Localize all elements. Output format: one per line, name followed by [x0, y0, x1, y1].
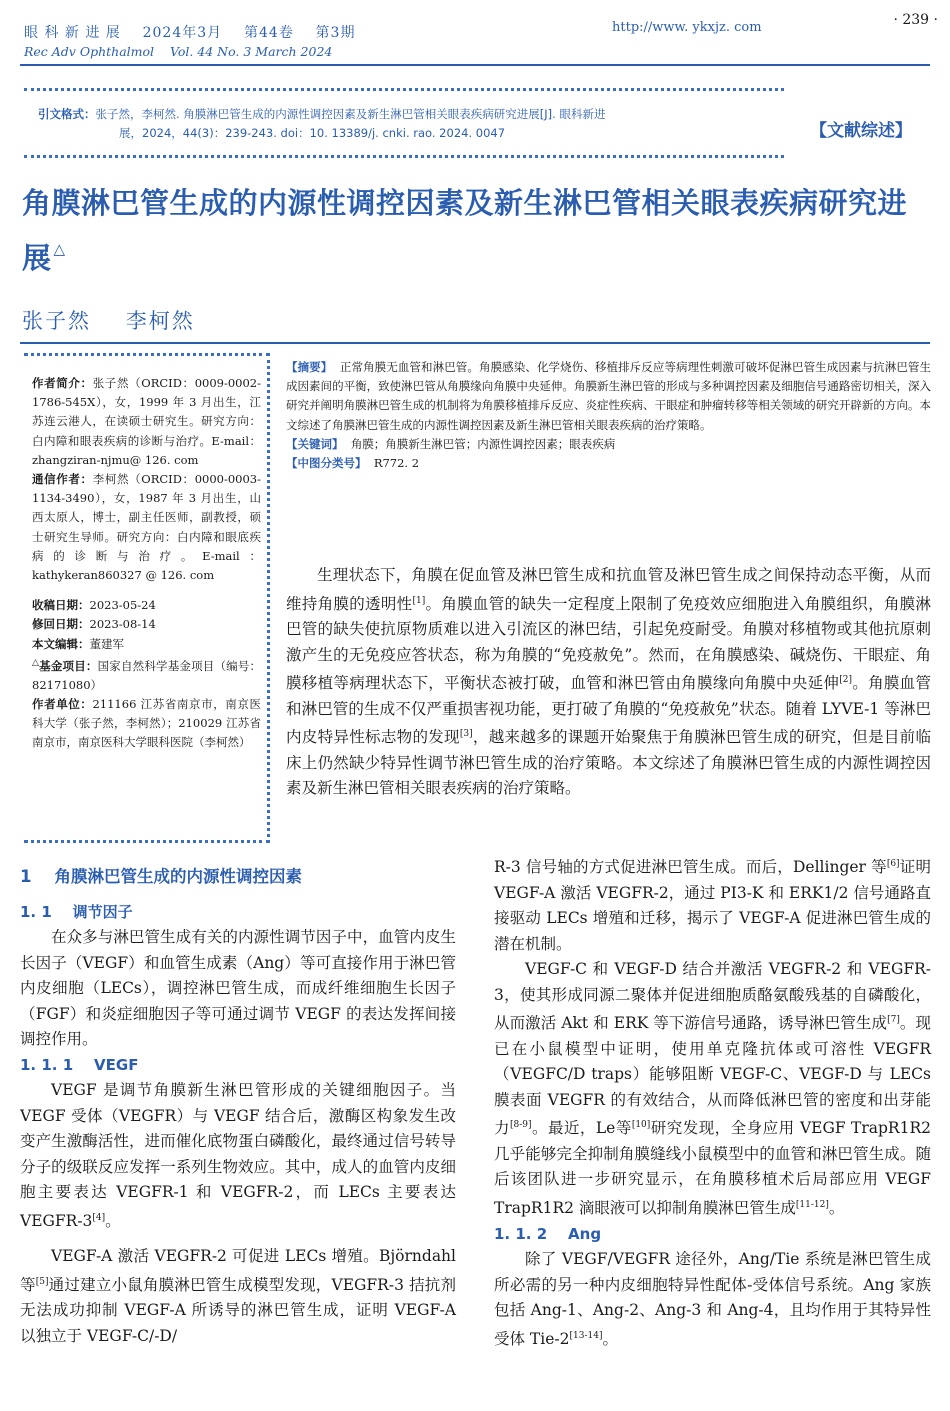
clc-number	[286, 454, 931, 473]
authors-divider	[20, 342, 930, 344]
paragraph	[494, 957, 931, 1221]
abstract	[286, 358, 931, 435]
paragraph-text: 证明 VEGF-A 激活 VEGFR-2，通过 PI3-K 和 ERK1/2 信号通路直接驱动 LECs 增殖和迁移，揭示了 VEGF-A 促进淋巴管生成的潜在机制。	[494, 858, 931, 953]
ref-10[interactable]: [10]	[631, 1120, 651, 1131]
received-value: 2023-05-24	[89, 598, 156, 613]
intro-text-4: ，越来越多的课题开始聚焦于角膜淋巴管生成的研究，但是目前临床上仍然缺少特异性调节淋巴管生成的治疗策略。本文综述了角膜淋巴管生成的内源性调控因素及新生淋巴管相关眼表疾病的治疗策略。	[286, 728, 931, 798]
keywords-text: 角膜；角膜新生淋巴管；内源性调控因素；眼表疾病	[350, 436, 616, 451]
ref-11-12[interactable]: [11-12]	[795, 1199, 829, 1210]
journal-name-cn: 眼 科 新 进 展 2024年3月 第44卷 第3期	[24, 25, 356, 41]
header-divider	[20, 64, 930, 66]
paragraph-text: 。现已在小鼠模型中证明，使用单克隆抗体或可溶性 VEGFR（VEGFC/D traps）能够阻断 VEGF-C、VEGF-D 与 LECs 膜表面 VEGFR 的有效结合，从而降低淋巴管的密度和出芽能力	[494, 1014, 931, 1138]
clc-label: 【中图分类号】	[286, 456, 367, 471]
ref-6[interactable]: [6]	[886, 859, 900, 869]
editor	[32, 635, 261, 654]
paragraph-text: 除了 VEGF/VEGFR 途径外，Ang/Tie 系统是淋巴管生成所必需的另一种内皮细胞特异性配体-受体信号系统。Ang 家族包括 Ang-1、Ang-2、Ang-3 和 Ang-4，且均作用于其特异性受体 Tie-2	[494, 1250, 931, 1348]
intro-text-1: 生理状态下，角膜在促血管及淋巴管生成和抗血管及淋巴管生成之间保持动态平衡，从而维持角膜的透明性	[286, 566, 931, 613]
fund-value: 国家自然科学基金项目（编号：82171080）	[32, 658, 262, 692]
journal-url[interactable]: http://www. ykxjz. com	[612, 20, 762, 35]
affil-label: 作者单位：	[32, 697, 93, 712]
intro-paragraph	[286, 563, 931, 802]
author-info-sidebar	[24, 353, 270, 843]
paragraph-text: R-3 信号轴的方式促进淋巴管生成。而后，Dellinger 等	[494, 858, 887, 877]
abstract-label: 【摘要】	[286, 360, 333, 374]
received-label: 收稿日期：	[32, 598, 90, 613]
fund-mark: △	[32, 657, 40, 668]
ref-3[interactable]: [3]	[459, 729, 473, 740]
article-type-tag: 【文献综述】	[810, 121, 912, 141]
right-column	[494, 852, 931, 1352]
corr-label: 通信作者：	[32, 472, 93, 487]
section-heading-1-1: 1. 1 调节因子	[20, 902, 133, 921]
paragraph-text: 。	[828, 1199, 845, 1218]
affil-value: 211166 江苏省南京市，南京医科大学（张子然，李柯然）；210029 江苏省南京市，南京医科大学眼科医院（李柯然）	[32, 697, 261, 750]
page-number: · 239 ·	[893, 12, 938, 28]
ref-1[interactable]: [1]	[412, 595, 426, 606]
paragraph	[20, 1078, 456, 1234]
corr-text: 李柯然（ORCID：0000-0003-1134-3490），女，1987 年 3 月出生，山西太原人，博士，副主任医师，副教授，硕士研究生导师。研究方向：白内障和眼底疾病的诊断与治疗。E-mail：kathykeran860327 @ 126. com	[32, 472, 261, 583]
keywords-label: 【关键词】	[286, 436, 344, 451]
paragraph-text: 研究发现，全身应用 VEGF TrapR1R2 几乎能够完全抑制角膜缝线小鼠模型中的血管和淋巴管生成。随后该团队进一步研究显示，在角膜移植术后局部应用 VEGF TrapR1R2 滴眼液可以抑制角膜淋巴管生成	[494, 1119, 931, 1218]
ref-2[interactable]: [2]	[839, 675, 852, 686]
revised-date	[32, 615, 261, 634]
paragraph-text: VEGF-C 和 VEGF-D 结合并激活 VEGFR-2 和 VEGFR-3，使其形成同源二聚体并促进细胞质酪氨酸残基的自磷酸化，从而激活 Akt 和 ERK 等下游信号通路，诱导淋巴管生成	[494, 960, 931, 1033]
clc-value: R772. 2	[373, 456, 420, 471]
abstract-block	[286, 358, 931, 473]
intro-text-3: 。角膜血管和淋巴管的生成不仅严重损害视功能，更打破了角膜的“免疫赦免”状态。随着 LYVE-1 等淋巴内皮特异性标志物的发现	[286, 674, 931, 747]
ref-13-14[interactable]: [13-14]	[569, 1330, 603, 1341]
journal-name-en: Rec Adv Ophthalmol Vol. 44 No. 3 March 2024	[24, 44, 333, 59]
author-bio-label: 作者简介：	[32, 376, 93, 390]
authors: 张子然 李柯然	[22, 309, 195, 333]
paragraph-text: 。	[105, 1211, 121, 1230]
section-heading-1-1-1: 1. 1. 1 VEGF	[20, 1055, 139, 1074]
citation-box	[24, 88, 784, 158]
citation-label: 引文格式：	[38, 107, 96, 121]
running-header	[24, 22, 924, 59]
fund	[32, 654, 261, 695]
revised-value: 2023-08-14	[89, 617, 156, 632]
article-title	[22, 180, 932, 281]
introduction	[286, 563, 931, 802]
ref-5[interactable]: [5]	[35, 1276, 49, 1287]
author-bio-text: 张子然（ORCID：0009-0002-1786-545X），女，1999 年 3 月出生，江苏连云港人，在读硕士研究生。研究方向：白内障和眼表疾病的诊断与治疗。E-mail：zhangziran-njmu@ 126. com	[32, 376, 261, 467]
ref-8-9[interactable]: [8-9]	[509, 1120, 532, 1131]
abstract-text: 正常角膜无血管和淋巴管。角膜感染、化学烧伤、移植排斥反应等病理性刺激可破坏促淋巴管生成因素与抗淋巴管生成因素间的平衡，致使淋巴管从角膜缘向角膜中央延伸。角膜新生淋巴管的形成与多种调控因素及细胞信号通路密切相关，深入研究并阐明角膜淋巴管生成的机制将为角膜移植排斥反应、炎症性疾病、干眼症和肿瘤转移等相关领域的研究开辟新的方向。本文综述了角膜淋巴管生成的内源性调控因素及新生淋巴管相关眼表疾病的治疗策略。	[286, 360, 932, 432]
author-bio	[32, 374, 261, 470]
section-heading-1: 1 角膜淋巴管生成的内源性调控因素	[20, 867, 302, 886]
title-footnote-mark: △	[53, 240, 66, 258]
editor-label: 本文编辑：	[32, 636, 90, 651]
section-heading-1-1-2: 1. 1. 2 Ang	[494, 1224, 602, 1243]
citation-line-2: 展，2024，44(3)：239-243. doi：10. 13389/j. cnki. rao. 2024. 0047	[119, 126, 506, 140]
intro-text-2: 。角膜血管的缺失一定程度上限制了免疫效应细胞进入角膜组织，角膜淋巴管的缺失使抗原物质难以进入引流区的淋巴结，引起免疫耐受。角膜对移植物或其他抗原刺激产生的无免疫应答状态，称为角膜的“免疫赦免”。然而，在角膜感染、碱烧伤、干眼症、角膜移植等病理状态下，平衡状态被打破，血管和淋巴管由角膜缘向角膜中央延伸	[286, 594, 931, 693]
keywords	[286, 435, 931, 454]
paragraph-text: VEGF 是调节角膜新生淋巴管形成的关键细胞因子。当 VEGF 受体（VEGFR）与 VEGF 结合后，激酶区构象发生改变产生激酶活性，进而催化底物蛋白磷酸化，最终通过信号转导分子的级联反应发挥一系列生物效应。其中，成人的血管内皮细胞主要表达 VEGFR-1 和 VEGFR-2，而 LECs 主要表达 VEGFR-3	[20, 1081, 456, 1230]
article-title-text: 角膜淋巴管生成的内源性调控因素及新生淋巴管相关眼表疾病研究进展	[22, 186, 908, 275]
citation-line-1: 张子然，李柯然. 角膜淋巴管生成的内源性调控因素及新生淋巴管相关眼表疾病研究进展[J]. 眼科新进	[95, 107, 606, 121]
paragraph	[20, 1244, 456, 1349]
paragraph-text: 。最近，Le等	[531, 1119, 632, 1138]
fund-label: 基金项目：	[39, 658, 98, 673]
received-date	[32, 596, 261, 615]
paragraph	[494, 852, 931, 957]
paragraph	[494, 1247, 931, 1352]
ref-7[interactable]: [7]	[887, 1015, 900, 1026]
editor-value: 董建军	[89, 636, 124, 651]
paragraph-text: VEGF-A 激活 VEGFR-2 可促进 LECs 增殖。Björndahl 等	[20, 1247, 456, 1294]
paragraph: 在众多与淋巴管生成有关的内源性调节因子中，血管内皮生长因子（VEGF）和血管生成素（Ang）等可直接作用于淋巴管内皮细胞（LECs），调控淋巴管生成，而成纤维细胞生长因子（FGF）和炎症细胞因子等可通过调节 VEGF 的表达发挥间接调控作用。	[20, 928, 456, 1048]
left-column	[20, 860, 456, 1349]
paragraph-text: 。	[602, 1329, 618, 1348]
revised-label: 修回日期：	[32, 617, 90, 632]
ref-4[interactable]: [4]	[92, 1212, 106, 1223]
corresponding-author	[32, 470, 261, 585]
paragraph-text: 通过建立小鼠角膜淋巴管生成模型发现，VEGFR-3 拮抗剂无法成功抑制 VEGF-A 所诱导的淋巴管生成，证明 VEGF-A 以独立于 VEGF-C/-D/	[20, 1275, 456, 1345]
affiliation	[32, 695, 261, 753]
